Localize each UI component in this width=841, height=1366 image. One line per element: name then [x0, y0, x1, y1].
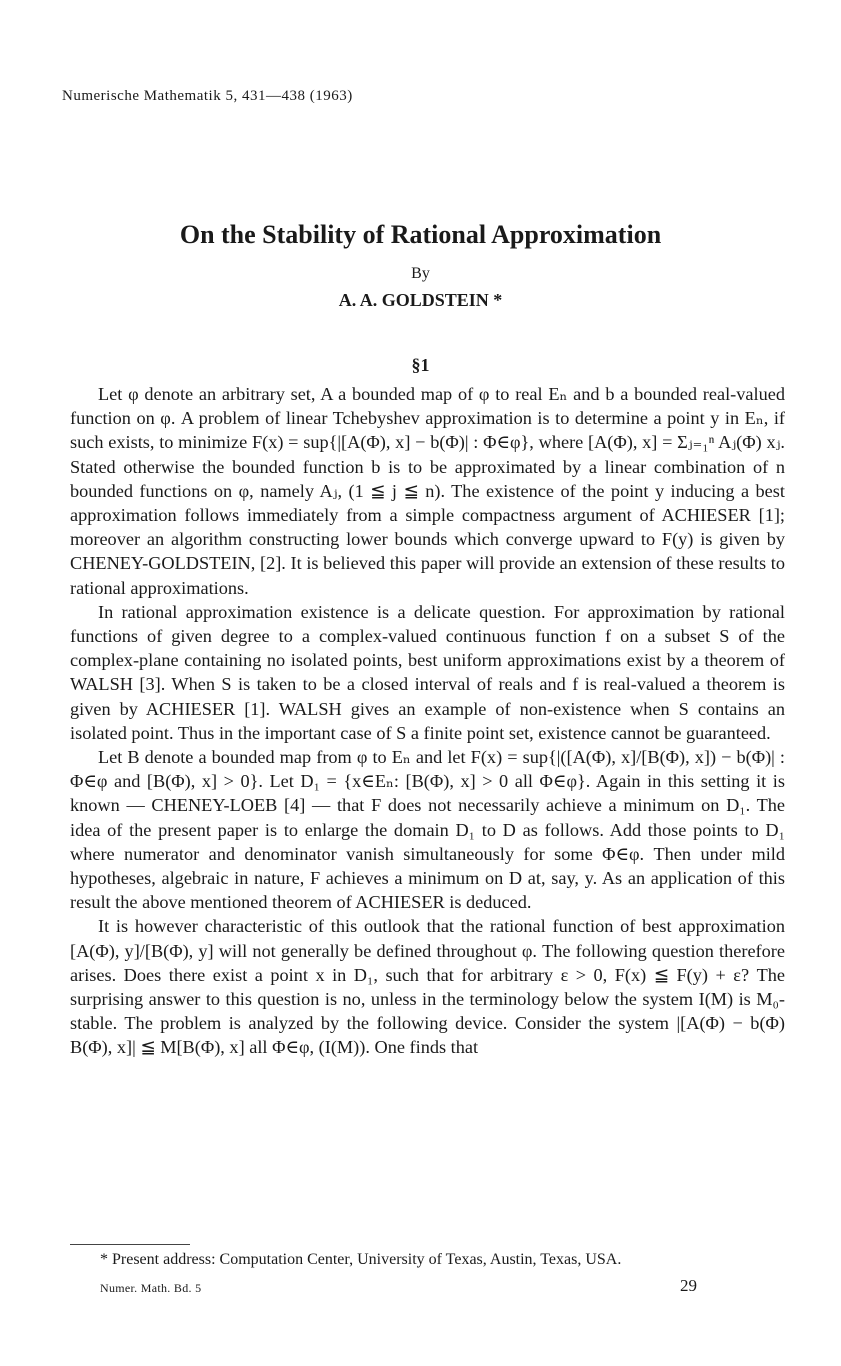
page-number: 29 — [680, 1276, 697, 1295]
paragraph: In rational approximation existence is a delicate question. For approximation by rational functions of given degree to a complex-valued continuous function f on a subset S of the complex-plane containing no isolated points, best uniform approximations exist by a theorem of WALSH [3]. When S is taken to be a closed interval of reals and f is real-valued a theorem is given by ACHIESER [1]. WALSH gives an example of non-existence when S contains an isolated point. Thus in the important case of S a finite point set, existence cannot be guaranteed. — [70, 601, 785, 743]
author-name: A. A. GOLDSTEIN * — [338, 290, 503, 310]
byline: By — [411, 265, 430, 282]
paragraph: Let φ denote an arbitrary set, A a bounded map of φ to real Eₙ and b a bounded real-valued function on φ. A problem of linear Tchebyshev approximation is to determine a point y in Eₙ, if such exists, to minimize F(x) = sup{|[A(Φ), x] − b(Φ)| : Φ∈φ}, where [A(Φ), x] = Σⱼ₌₁ⁿ Aⱼ(Φ) xⱼ. Stated otherwise the bounded function b is to be approximated by a linear combination of n bounded functions on φ, namely Aⱼ, (1 ≦ j ≦ n). The existence of the point y inducing a best approximation follows immediately from a simple compactness argument of ACHIESER [1]; moreover an algorithm constructing lower bounds which converge upward to F(y) is given by CHENEY-GOLDSTEIN, [2]. It is believed this paper will provide an extension of these results to rational approximations. — [70, 384, 785, 598]
section-heading: §1 — [411, 355, 430, 375]
footnote: * Present address: Computation Center, University of Texas, Austin, Texas, USA. — [100, 1251, 622, 1268]
journal-footer: Numer. Math. Bd. 5 — [100, 1281, 202, 1295]
paper-title: On the Stability of Rational Approximation — [179, 220, 662, 249]
running-head: Numerische Mathematik 5, 431—438 (1963) — [62, 88, 353, 104]
paragraph: It is however characteristic of this outlook that the rational function of best approximation [A(Φ), y]/[B(Φ), y] will not generally be defined throughout φ. The following question therefore arises. Does there exist a point x in D₁, such that for arbitrary ε > 0, F(x) ≦ F(y) + ε? The surprising answer to this question is no, unless in the terminology below the system I(M) is M₀-stable. The problem is analyzed by the following device. Consider the system |[A(Φ) − b(Φ) B(Φ), x]| ≦ M[B(Φ), x] all Φ∈φ, (I(M)). One finds that — [70, 916, 785, 1058]
footnote-rule — [70, 1244, 190, 1245]
paragraph: Let B denote a bounded map from φ to Eₙ and let F(x) = sup{|([A(Φ), x]/[B(Φ), x]) − b(Φ)| : Φ∈φ and [B(Φ), x] > 0}. Let D₁ = {x∈Eₙ: [B(Φ), x] > 0 all Φ∈φ}. Again in this setting it is known — CHENEY-LOEB [4] — that F does not necessarily achieve a minimum on D₁. The idea of the present paper is to enlarge the domain D₁ to D as follows. Add those points to D₁ where numerator and denominator vanish simultaneously for some Φ∈φ. Then under mild hypotheses, algebraic in nature, F achieves a minimum on D at, say, y. As an application of this result the above mentioned theorem of ACHIESER is deduced. — [70, 747, 785, 913]
body-text — [70, 382, 785, 1060]
